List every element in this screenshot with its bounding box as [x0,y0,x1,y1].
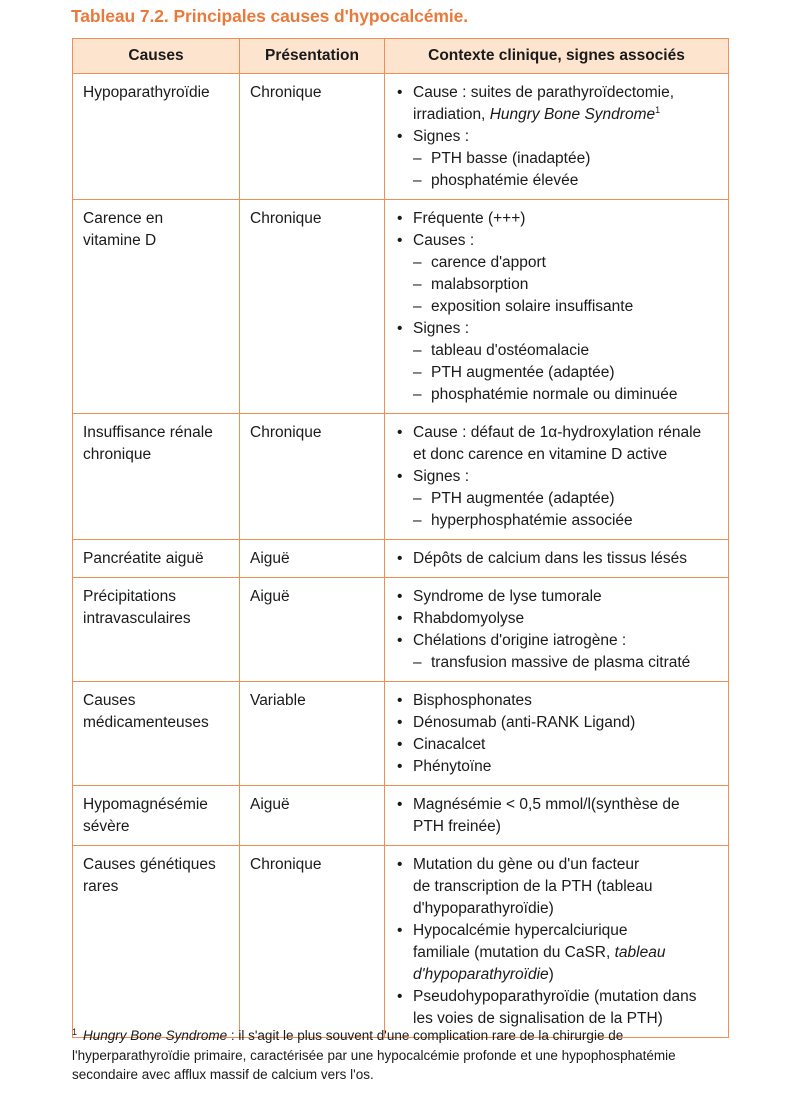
cell-presentation: Chronique [240,846,385,1038]
bullet-icon: • [397,922,403,939]
item-text-line: et donc carence en vitamine D active [413,446,668,463]
cell-cause [73,786,240,846]
cause-text-line: intravasculaires [83,610,191,627]
hypocalcemia-causes-table [72,38,729,1038]
cause-text-line: chronique [83,446,152,463]
cause-text-line: médicamenteuses [83,714,209,731]
dash-icon: – [413,298,422,315]
bullet-icon: • [397,210,403,227]
item-text-line: Signes : [413,128,470,145]
footnote-term: Hungry Bone Syndrome [83,1028,228,1043]
cause-text-line: Insuffisance rénale [83,424,213,441]
cell-cause [73,540,240,578]
dash-icon: – [413,490,422,507]
item-text-line: d'hypoparathyroïdie) [413,900,554,917]
list-item [397,920,722,986]
table-caption [71,6,468,27]
item-text-line: Pseudohypoparathyroïdie (mutation dans [413,988,697,1005]
list-item [397,548,722,570]
list-item [397,126,722,148]
item-text-line: les voies de signalisation de la PTH) [413,1010,663,1027]
table-row [73,74,729,200]
bullet-icon: • [397,714,403,731]
item-text-line: Hypocalcémie hypercalciurique [413,922,628,939]
item-text-line: Magnésémie < 0,5 mmol/l(synthèse de [413,796,680,813]
dash-icon: – [413,654,422,671]
footnote-line-3: secondaire avec afflux massif de calcium vers l'os. [72,1067,374,1082]
cell-cause [73,682,240,786]
cause-text-line: Précipitations [83,588,177,605]
context-list [397,690,722,778]
bullet-icon: • [397,232,403,249]
header-causes: Causes [73,39,240,74]
item-text-line: PTH augmentée (adaptée) [431,490,615,507]
context-list [397,82,722,192]
caption-text: Principales causes d'hypocalcémie. [173,6,468,26]
item-text-line: Chélations d'origine iatrogène : [413,632,627,649]
cell-presentation: Chronique [240,200,385,414]
cell-cause [73,414,240,540]
context-list [397,422,722,532]
sub-list-item [397,274,722,296]
dash-icon: – [413,150,422,167]
item-italic-text: d'hypoparathyroïdie [413,966,549,983]
item-text-line: Signes : [413,320,470,337]
list-item [397,854,722,920]
bullet-icon: • [397,468,403,485]
context-list [397,548,722,570]
item-text-line: Dépôts de calcium dans les tissus lésés [413,550,687,567]
sub-list-item [397,652,722,674]
cell-cause [73,200,240,414]
sub-list-item [397,488,722,510]
item-text-line: Cause : suites de parathyroïdectomie, [413,84,675,101]
bullet-icon: • [397,856,403,873]
bullet-icon: • [397,84,403,101]
sub-list-item [397,340,722,362]
item-text-line: carence d'apport [431,254,546,271]
item-text-line: irradiation, [413,106,490,123]
cause-text-line: rares [83,878,119,895]
bullet-icon: • [397,128,403,145]
context-list [397,586,722,674]
cell-presentation: Chronique [240,414,385,540]
cause-text-line: Hypomagnésémie [83,796,208,813]
footnote-line-2: l'hyperparathyroïdie primaire, caractérisée par une hypocalcémie profonde et une hypophosphatémie [72,1047,676,1063]
item-text-line: Cause : défaut de 1α-hydroxylation rénale [413,424,702,441]
bullet-icon: • [397,796,403,813]
caption-label: Tableau 7.2. [71,6,169,26]
table-row [73,846,729,1038]
cause-text-line: sévère [83,818,130,835]
table-row [73,578,729,682]
table-body [73,74,729,1038]
item-text-line: Cinacalcet [413,736,486,753]
bullet-icon: • [397,632,403,649]
list-item [397,466,722,488]
item-italic-text: Hungry Bone Syndrome [489,106,656,123]
table-row [73,200,729,414]
item-text-tail: ) [548,966,554,983]
header-presentation: Présentation [240,39,385,74]
item-text-line: Signes : [413,468,470,485]
sub-list-item [397,510,722,532]
context-list [397,854,722,1030]
item-text-line: Rhabdomyolyse [413,610,525,627]
table-row [73,414,729,540]
item-text-line: Causes : [413,232,475,249]
list-item [397,82,722,126]
dash-icon: – [413,276,422,293]
sub-list-item [397,148,722,170]
table-row [73,540,729,578]
item-text-line: Phénytoïne [413,758,492,775]
context-list [397,208,722,406]
bullet-icon: • [397,610,403,627]
item-text-line: malabsorption [431,276,529,293]
list-item [397,422,722,466]
list-item [397,586,722,608]
bullet-icon: • [397,736,403,753]
cell-context [385,846,729,1038]
sub-list-item [397,252,722,274]
bullet-icon: • [397,692,403,709]
list-item [397,608,722,630]
table-row [73,786,729,846]
footnote-reference: 1 [655,104,661,115]
cell-context [385,786,729,846]
sub-list-item [397,384,722,406]
item-text-line: Fréquente (+++) [413,210,526,227]
cell-presentation: Variable [240,682,385,786]
cell-context [385,74,729,200]
cell-cause [73,846,240,1038]
item-text-line: transfusion massive de plasma citraté [431,654,691,671]
item-text-line: exposition solaire insuffisante [431,298,634,315]
item-text-line: Bisphosphonates [413,692,532,709]
cause-text-line: Hypoparathyroïdie [83,84,210,101]
cause-text-line: Causes [83,692,136,709]
item-text-line: Dénosumab (anti-RANK Ligand) [413,714,636,731]
item-text-line: PTH freinée) [413,818,501,835]
cell-context [385,200,729,414]
cell-cause [73,74,240,200]
footnote-mark: 1 [72,1026,78,1037]
item-text-line: phosphatémie normale ou diminuée [431,386,678,403]
item-text-line: Syndrome de lyse tumorale [413,588,602,605]
item-italic-text: tableau [614,944,666,961]
list-item [397,734,722,756]
item-text-line: tableau d'ostéomalacie [431,342,590,359]
cell-presentation: Aiguë [240,540,385,578]
list-item [397,318,722,340]
cause-text-line: Carence en [83,210,164,227]
list-item [397,230,722,252]
item-text-line: familiale (mutation du CaSR, [413,944,615,961]
table-row [73,682,729,786]
dash-icon: – [413,342,422,359]
dash-icon: – [413,254,422,271]
list-item [397,712,722,734]
bullet-icon: • [397,320,403,337]
list-item [397,690,722,712]
dash-icon: – [413,172,422,189]
item-text-line: PTH augmentée (adaptée) [431,364,615,381]
cell-context [385,414,729,540]
item-text-line: PTH basse (inadaptée) [431,150,591,167]
cell-context [385,540,729,578]
footnote-line-1: : il s'agit le plus souvent d'une complication rare de la chirurgie de [227,1028,624,1043]
footnote [72,1026,752,1085]
list-item [397,208,722,230]
bullet-icon: • [397,550,403,567]
list-item [397,630,722,652]
sub-list-item [397,362,722,384]
cell-presentation: Aiguë [240,578,385,682]
bullet-icon: • [397,758,403,775]
cell-context [385,578,729,682]
bullet-icon: • [397,588,403,605]
dash-icon: – [413,512,422,529]
bullet-icon: • [397,988,403,1005]
list-item [397,794,722,838]
cause-text-line: Pancréatite aiguë [83,550,204,567]
cell-presentation: Chronique [240,74,385,200]
cause-text-line: vitamine D [83,232,157,249]
header-context: Contexte clinique, signes associés [385,39,729,74]
dash-icon: – [413,364,422,381]
item-text-line: phosphatémie élevée [431,172,579,189]
list-item [397,986,722,1030]
item-text-line: de transcription de la PTH (tableau [413,878,653,895]
item-text-line: Mutation du gène ou d'un facteur [413,856,640,873]
context-list [397,794,722,838]
sub-list-item [397,170,722,192]
sub-list-item [397,296,722,318]
cell-context [385,682,729,786]
table-header-row [73,39,729,74]
list-item [397,756,722,778]
cause-text-line: Causes génétiques [83,856,216,873]
cell-cause [73,578,240,682]
dash-icon: – [413,386,422,403]
item-text-line: hyperphosphatémie associée [431,512,633,529]
cell-presentation: Aiguë [240,786,385,846]
bullet-icon: • [397,424,403,441]
